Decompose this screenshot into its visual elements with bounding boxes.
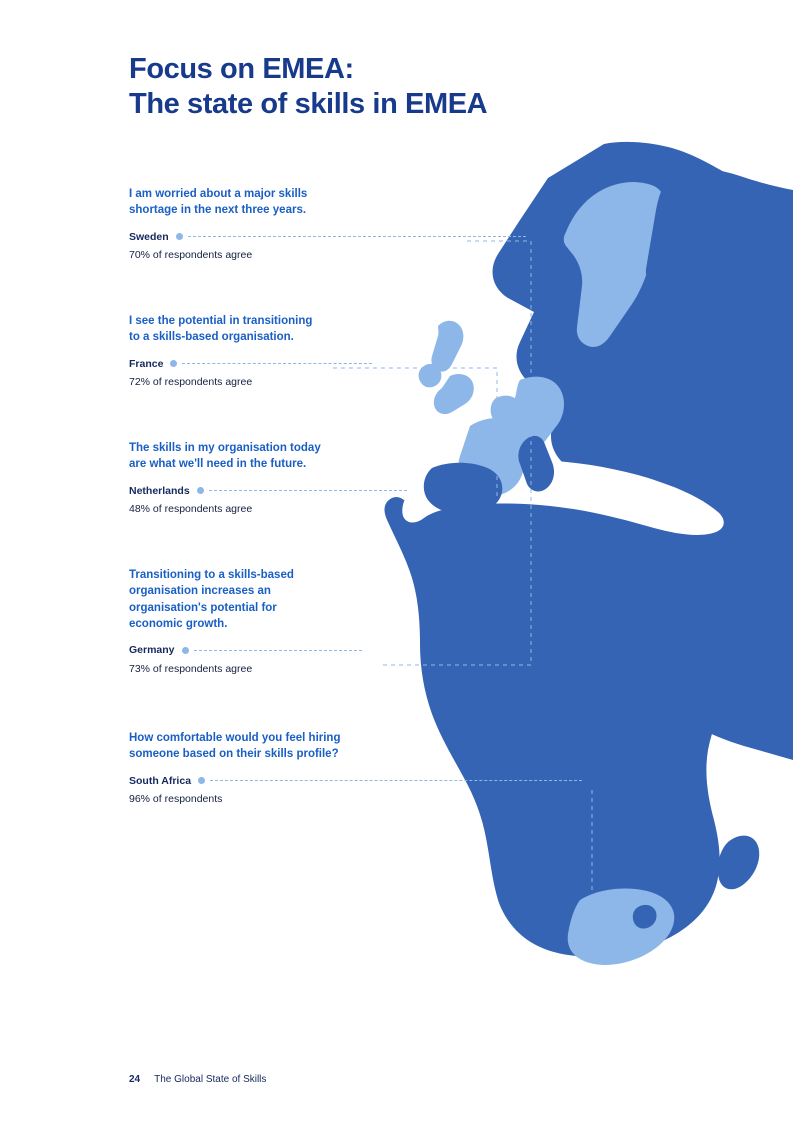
stat-text: 48% of respondents agree (129, 503, 253, 516)
madagascar (718, 836, 759, 890)
map-paths (502, 142, 793, 1121)
leader-line (210, 780, 582, 781)
map-base-landmass (0, 141, 793, 1121)
question-line: Transitioning to a skills-based (129, 569, 294, 581)
leader-dot (197, 487, 204, 494)
leader-line (209, 490, 407, 491)
question-line: are what we'll need in the future. (129, 458, 307, 471)
question-line: The skills in my organisation today (129, 442, 321, 454)
country-label: South Africa (129, 774, 192, 787)
map-drawn (550, 144, 793, 792)
country-row (129, 358, 372, 371)
question-line: economic growth. (129, 617, 228, 630)
country-germany (508, 377, 564, 450)
page-title (129, 52, 487, 123)
callout-sweden (129, 186, 526, 263)
callout-question (129, 186, 409, 219)
map-geometry (374, 143, 793, 1121)
mediterranean-sea (402, 459, 723, 534)
emea-landmass-art (501, 142, 793, 748)
country-label: Sweden (129, 230, 169, 243)
country-spain (424, 463, 503, 515)
country-sweden (564, 182, 665, 347)
leader-line (188, 236, 526, 237)
callout-question (129, 567, 362, 632)
callout-question (129, 313, 372, 346)
question-line: I see the potential in transitioning (129, 315, 313, 327)
leader-dot (182, 647, 189, 654)
document-title-footer: The Global State of Skills (154, 1074, 267, 1085)
question-line: organisation's potential for (129, 601, 277, 614)
leader-dot (170, 360, 177, 367)
map-illustration (502, 143, 793, 744)
country-label: Netherlands (129, 484, 190, 497)
title-line-1: Focus on EMEA: (129, 53, 354, 85)
country-row (129, 644, 362, 657)
leader-line (182, 363, 372, 364)
title-line-2: The state of skills in EMEA (129, 88, 488, 121)
country-uk (431, 321, 473, 414)
stat-text: 72% of respondents agree (129, 376, 253, 389)
question-line: someone based on their skills profile? (129, 748, 339, 761)
leader-dot (176, 233, 183, 240)
callout-germany (129, 567, 362, 677)
map-continent (489, 141, 793, 744)
country-netherlands (491, 396, 522, 425)
country-row (129, 485, 407, 498)
country-label: France (129, 357, 164, 370)
map-render (512, 143, 793, 639)
callout-question (129, 730, 409, 763)
stat-text: 73% of respondents agree (129, 662, 253, 675)
map-shapes (400, 142, 793, 1000)
country-row (129, 231, 526, 244)
question-line: organisation increases an (129, 585, 271, 598)
map-painted (556, 143, 793, 790)
leader-line (194, 650, 362, 651)
question-line: shortage in the next three years. (129, 204, 307, 217)
map-visible (498, 142, 793, 702)
map-art-final (368, 462, 765, 935)
lesotho (633, 905, 657, 929)
map-africa (385, 471, 764, 957)
page-number: 24 (129, 1074, 141, 1085)
question-line: I am worried about a major skills (129, 188, 308, 200)
callout-netherlands (129, 440, 407, 517)
country-label: Germany (129, 644, 175, 657)
callout-france (129, 313, 372, 390)
emea-map-art (494, 140, 793, 720)
stat-text: 96% of respondents (129, 793, 223, 806)
map-europe-russia (499, 142, 793, 742)
country-south-africa (568, 888, 675, 964)
callout-question (129, 440, 407, 473)
question-line: How comfortable would you feel hiring (129, 732, 341, 744)
stat-text: 70% of respondents agree (129, 249, 253, 262)
country-row (129, 775, 582, 788)
map-actual (396, 458, 781, 893)
leader-dot (198, 777, 205, 784)
country-france (458, 418, 526, 496)
callout-south-africa (129, 730, 582, 807)
page-footer (129, 1074, 266, 1085)
question-line: to a skills-based organisation. (129, 331, 294, 344)
map-blobs (489, 141, 793, 760)
country-italy (518, 436, 554, 492)
